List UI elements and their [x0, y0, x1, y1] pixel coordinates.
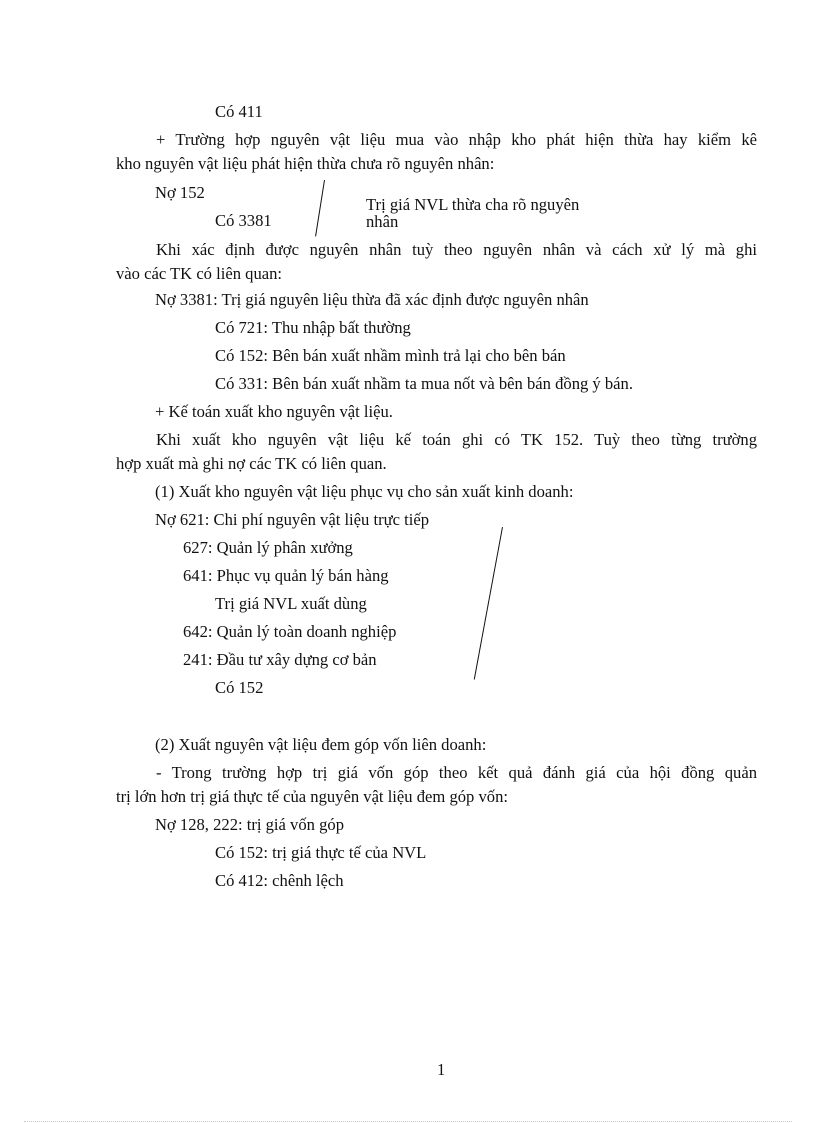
subsection-heading: (2) Xuất nguyên vật liệu đem góp vốn liên doanh:	[155, 735, 487, 754]
paragraph-line: - Trong trường hợp trị giá vốn góp theo kết quả đánh giá của hội đồng quản	[156, 763, 757, 782]
paragraph-line: hợp xuất mà ghi nợ các TK có liên quan.	[116, 454, 387, 473]
entry-co-331: Có 331: Bên bán xuất nhầm ta mua nốt và bên bán đồng ý bán.	[215, 374, 633, 393]
bracket-slash	[474, 527, 504, 680]
entry-co-3381: Có 3381	[215, 211, 272, 230]
entry-co-721: Có 721: Thu nhập bất thường	[215, 318, 411, 337]
entry-627: 627: Quản lý phân xưởng	[183, 538, 353, 557]
entry-no-128-222: Nợ 128, 222: trị giá vốn góp	[155, 815, 344, 834]
section-heading: + Kế toán xuất kho nguyên vật liệu.	[155, 402, 393, 421]
page-bottom-divider	[24, 1121, 792, 1122]
entry-241: 241: Đầu tư xây dựng cơ bản	[183, 650, 377, 669]
entry-co-412: Có 412: chênh lệch	[215, 871, 344, 890]
paragraph-line: kho nguyên vật liệu phát hiện thừa chưa rõ nguyên nhân:	[116, 154, 495, 173]
entry-no-152: Nợ 152	[155, 183, 205, 202]
entry-co-411: Có 411	[215, 102, 263, 121]
entry-note: Trị giá NVL xuất dùng	[215, 594, 367, 613]
entry-no-621: Nợ 621: Chi phí nguyên vật liệu trực tiếp	[155, 510, 430, 529]
paragraph-line: Khi xác định được nguyên nhân tuỳ theo nguyên nhân và cách xử lý mà ghi	[156, 240, 757, 259]
entry-co-152: Có 152	[215, 678, 264, 697]
paragraph-line: Khi xuất kho nguyên vật liệu kế toán ghi có TK 152. Tuỳ theo từng trường	[156, 430, 757, 449]
side-note: Trị giá NVL thừa cha rõ nguyên	[366, 195, 580, 214]
subsection-heading: (1) Xuất kho nguyên vật liệu phục vụ cho sản xuất kinh doanh:	[155, 482, 574, 501]
bracket-slash	[315, 180, 325, 237]
entry-co-152: Có 152: trị giá thực tế của NVL	[215, 843, 427, 862]
entry-641: 641: Phục vụ quản lý bán hàng	[183, 566, 389, 585]
entry-642: 642: Quản lý toàn doanh nghiệp	[183, 622, 397, 641]
entry-no-3381: Nợ 3381: Trị giá nguyên liệu thừa đã xác định được nguyên nhân	[155, 290, 589, 309]
paragraph-line: + Trường hợp nguyên vật liệu mua vào nhập kho phát hiện thừa hay kiểm kê	[156, 130, 757, 149]
entry-co-152: Có 152: Bên bán xuất nhầm mình trả lại cho bên bán	[215, 346, 566, 365]
side-note-continued: nhân	[366, 212, 399, 231]
page-number: 1	[437, 1060, 446, 1079]
paragraph-line: vào các TK có liên quan:	[116, 264, 283, 283]
paragraph-line: trị lớn hơn trị giá thực tế của nguyên vật liệu đem góp vốn:	[116, 787, 508, 806]
